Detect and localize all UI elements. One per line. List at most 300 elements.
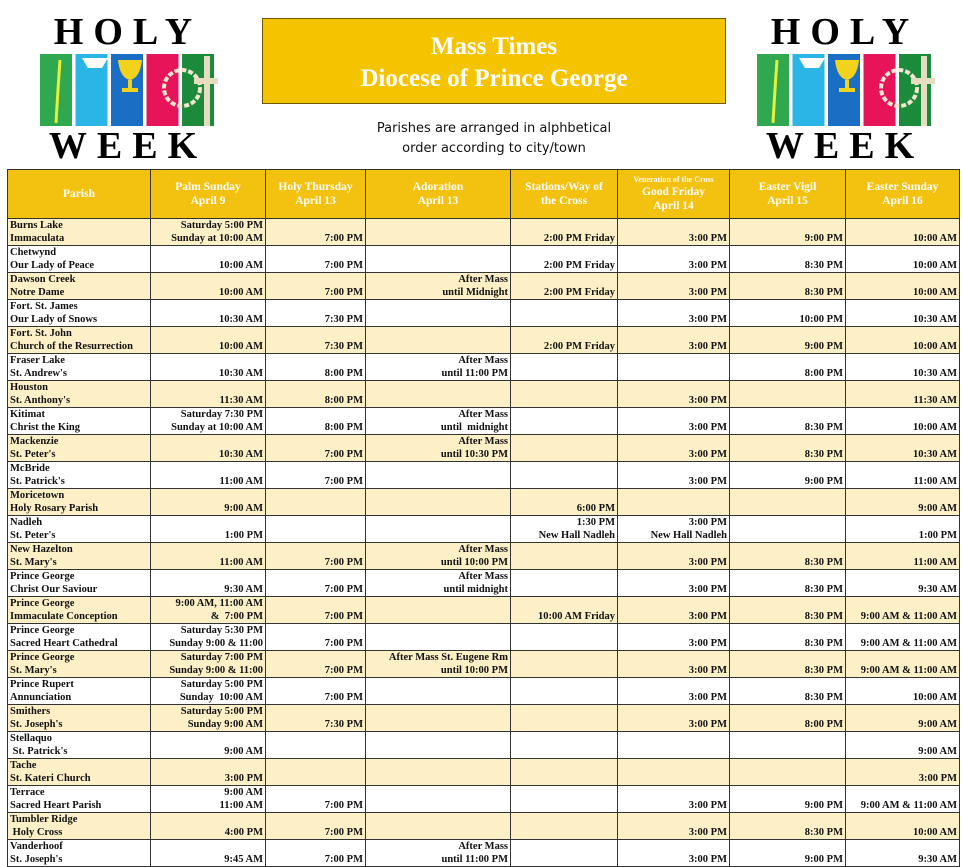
time-cell [366,435,511,462]
time-line: After Mass St. Eugene Rm [388,652,508,663]
time-cell [366,219,511,246]
time-cell [151,543,266,570]
parish-cell [8,813,151,840]
column-header [511,170,618,219]
time-cell [846,246,960,273]
time-cell [151,354,266,381]
table-row [8,327,960,354]
time-cell [846,813,960,840]
time-cell [618,246,730,273]
time-line [368,381,508,394]
time-line [368,610,508,623]
time-line: 3:00 PM [688,719,727,730]
table-row [8,273,960,300]
time-line [732,394,843,407]
time-line [368,489,508,502]
parish-parish: Sacred Heart Cathedral [10,638,118,649]
time-cell [366,381,511,408]
time-cell [511,435,618,462]
time-cell [266,408,366,435]
time-line [513,840,615,853]
parish-parish: St. Andrew's [10,368,67,379]
column-header-line2: the Cross [540,195,588,207]
time-cell [846,354,960,381]
time-line: 8:30 PM [804,665,843,676]
time-cell [846,435,960,462]
time-line: After Mass [458,841,508,852]
time-line: 10:00 AM [912,692,957,703]
time-line: 3:00 PM [688,233,727,244]
time-line [268,462,363,475]
time-cell [266,759,366,786]
time-cell [730,300,846,327]
time-line: 8:00 PM [324,395,363,406]
time-line [620,772,727,785]
time-cell [730,246,846,273]
time-cell [151,705,266,732]
parish-city: Stellaquo [10,733,53,744]
time-line: 8:30 PM [804,449,843,460]
parish-city: Prince George [10,625,75,636]
table-row [8,516,960,543]
time-line [848,381,957,394]
parish-cell [8,651,151,678]
time-cell [151,813,266,840]
time-cell [266,219,366,246]
time-line: 2:00 PM Friday [543,260,615,271]
time-line [513,705,615,718]
time-cell [511,300,618,327]
time-line: until 10:30 PM [440,449,508,460]
time-line: 8:30 PM [804,638,843,649]
time-cell [266,570,366,597]
column-header-line1: Easter Vigil [758,181,817,193]
time-line [268,543,363,556]
time-line: 9:00 PM [804,800,843,811]
time-line [513,718,615,731]
parish-cell [8,408,151,435]
time-line [732,705,843,718]
time-line: 9:00 AM [224,503,263,514]
time-line: 9:00 AM & 11:00 AM [860,611,957,622]
parish-city: Terrace [10,787,45,798]
column-header [8,170,151,219]
time-line: 10:00 PM [799,314,843,325]
column-header-line2: April 9 [190,195,226,207]
time-line [620,367,727,380]
time-line [513,597,615,610]
time-line: 10:30 AM [912,314,957,325]
time-cell [618,840,730,867]
time-line [153,759,263,772]
time-cell [266,813,366,840]
time-line [368,786,508,799]
time-cell [366,327,511,354]
time-cell [151,462,266,489]
parish-city: Burns Lake [10,220,63,231]
time-line: 8:00 PM [324,368,363,379]
time-line: 3:00 PM [688,476,727,487]
parish-parish: Sacred Heart Parish [10,800,102,811]
time-cell [151,219,266,246]
time-line [848,732,957,745]
time-line [268,516,363,529]
time-line [513,556,615,569]
time-line: 10:30 AM [912,368,957,379]
time-line: 7:00 PM [324,827,363,838]
time-line [620,570,727,583]
time-line [848,597,957,610]
time-line [268,759,363,772]
time-cell [266,597,366,624]
time-line [620,502,727,515]
time-line [848,489,957,502]
time-line [513,786,615,799]
time-cell [266,840,366,867]
time-line: 3:00 PM [688,827,727,838]
time-cell [618,651,730,678]
time-line: 10:00 AM [912,341,957,352]
time-line [848,543,957,556]
time-line [513,381,615,394]
time-line: until 11:00 PM [441,368,508,379]
time-line [848,462,957,475]
time-cell [511,624,618,651]
time-line: 7:00 PM [324,557,363,568]
time-line [848,354,957,367]
table-row [8,840,960,867]
time-cell [730,597,846,624]
time-cell [511,381,618,408]
time-line [620,651,727,664]
time-line [153,273,263,286]
time-cell [266,516,366,543]
time-cell [846,408,960,435]
time-line [513,813,615,826]
time-cell [511,732,618,759]
time-cell [618,597,730,624]
logo-word-bottom: WEEK [48,125,208,163]
time-line [368,529,508,542]
time-line: 3:00 PM [688,584,727,595]
table-row [8,354,960,381]
parish-parish: St. Peter's [10,530,56,541]
column-header-line2: April 15 [767,195,808,207]
time-line: 1:00 PM [224,530,263,541]
time-cell [266,381,366,408]
time-cell [366,624,511,651]
time-line [368,826,508,839]
time-line [848,651,957,664]
time-line [268,529,363,542]
subtitle [262,119,726,159]
time-line: until 11:00 PM [441,854,508,865]
time-line [732,381,843,394]
time-cell [730,327,846,354]
time-cell [511,489,618,516]
time-line [848,327,957,340]
time-line [268,705,363,718]
time-cell [366,705,511,732]
time-cell [151,516,266,543]
time-line: 9:30 AM [918,854,957,865]
time-line: 10:30 AM [218,449,263,460]
time-line [368,475,508,488]
time-line [513,651,615,664]
time-line: 7:30 PM [324,341,363,352]
time-line [732,246,843,259]
time-line: 3:00 PM [688,395,727,406]
time-cell [730,381,846,408]
time-line [368,718,508,731]
time-cell [730,219,846,246]
time-line: 10:00 AM [218,341,263,352]
title-line-1: Mass Times [430,33,558,60]
time-line: 7:00 PM [324,260,363,271]
parish-parish: Annunciation [10,692,72,703]
parish-cell [8,219,151,246]
time-cell [366,462,511,489]
time-line [732,651,843,664]
parish-city: Fraser Lake [10,355,65,366]
time-line: 10:00 AM [912,233,957,244]
time-line [368,624,508,637]
parish-cell [8,246,151,273]
time-line: 11:00 AM [219,557,263,568]
time-cell [730,516,846,543]
time-cell [846,489,960,516]
time-line: 3:00 PM [688,665,727,676]
time-cell [266,651,366,678]
time-cell [151,435,266,462]
time-line [732,745,843,758]
time-line [848,624,957,637]
table-row [8,678,960,705]
time-line [368,516,508,529]
time-line [513,664,615,677]
time-line [368,327,508,340]
parish-cell [8,489,151,516]
time-line [620,489,727,502]
time-line [732,516,843,529]
time-line: 7:00 PM [324,800,363,811]
time-line [268,327,363,340]
time-cell [266,354,366,381]
time-line [268,745,363,758]
time-line [268,597,363,610]
time-cell [366,408,511,435]
time-cell [618,732,730,759]
parish-cell [8,624,151,651]
time-line [268,772,363,785]
parish-parish: St. Anthony's [10,395,71,406]
time-cell [618,786,730,813]
time-cell [618,705,730,732]
time-cell [266,462,366,489]
time-line [732,529,843,542]
time-line: 11:00 AM [913,476,957,487]
time-line: 8:30 PM [804,611,843,622]
column-header [366,170,511,219]
time-line: 7:30 PM [324,314,363,325]
time-line [268,840,363,853]
time-line: After Mass [458,274,508,285]
parish-city: Prince George [10,571,75,582]
column-header-line1: Palm Sunday [175,181,241,193]
time-line: 9:30 AM [918,584,957,595]
table-row [8,462,960,489]
column-header-line1: Holy Thursday [278,181,353,193]
time-line [153,300,263,313]
time-line: 4:00 PM [224,827,263,838]
time-line [368,759,508,772]
time-cell [151,651,266,678]
time-line [368,502,508,515]
time-line: 6:00 PM [576,503,615,514]
column-header-line1: Good Friday [642,186,705,198]
time-line [620,678,727,691]
time-line [848,570,957,583]
time-cell [511,840,618,867]
time-line: 10:30 AM [912,449,957,460]
column-header [266,170,366,219]
time-line: 8:30 PM [804,260,843,271]
time-line [368,732,508,745]
time-cell [366,489,511,516]
table-row [8,732,960,759]
parish-parish: Immaculate Conception [10,611,118,622]
time-line [848,813,957,826]
time-line: 3:00 PM [688,287,727,298]
parish-parish: St. Joseph's [10,719,63,730]
time-line: 10:00 AM [218,260,263,271]
time-line [732,813,843,826]
time-line [368,313,508,326]
time-line [732,624,843,637]
time-line [368,340,508,353]
parish-city: Mackenzie [10,436,59,447]
time-line: Sunday 9:00 AM [187,719,263,730]
time-cell [151,381,266,408]
time-line: 9:00 PM [804,854,843,865]
time-line [153,435,263,448]
time-cell [730,273,846,300]
time-line: 3:00 PM [688,517,727,528]
time-cell [730,759,846,786]
time-line: 9:00 PM [804,476,843,487]
time-line: 1:00 PM [918,530,957,541]
time-line: 7:00 PM [324,476,363,487]
time-cell [730,408,846,435]
table-row [8,705,960,732]
parish-city: New Hazelton [10,544,73,555]
time-line [153,246,263,259]
time-line [513,772,615,785]
time-line: 3:00 PM [688,557,727,568]
parish-cell [8,543,151,570]
time-line [732,300,843,313]
time-line [732,219,843,232]
parish-cell [8,327,151,354]
time-line [513,489,615,502]
time-cell [618,354,730,381]
time-line: Saturday 7:00 PM [180,652,263,663]
time-cell [511,651,618,678]
time-line [848,408,957,421]
time-cell [618,489,730,516]
time-line [513,462,615,475]
time-line [848,516,957,529]
time-line: 9:00 AM, 11:00 AM [175,598,263,609]
time-line [153,732,263,745]
table-row [8,219,960,246]
table-row [8,381,960,408]
time-line [732,462,843,475]
time-line [368,705,508,718]
time-line: 3:00 PM [224,773,263,784]
time-line: 11:30 AM [913,395,957,406]
holy-week-logo-right [755,8,935,163]
parish-city: Prince Rupert [10,679,74,690]
time-line: 7:00 PM [324,854,363,865]
column-header-line1: Easter Sunday [866,181,939,193]
parish-parish: Christ the King [10,422,81,433]
time-line: 8:00 PM [804,719,843,730]
time-cell [266,624,366,651]
time-line [848,840,957,853]
time-line [848,678,957,691]
time-line [620,597,727,610]
subtitle-line-2: order according to city/town [402,141,586,156]
time-cell [266,678,366,705]
time-line [848,300,957,313]
time-line [268,732,363,745]
time-cell [730,840,846,867]
time-line: 7:00 PM [324,449,363,460]
time-line [513,624,615,637]
time-cell [846,219,960,246]
time-line [268,354,363,367]
time-cell [730,489,846,516]
table-row [8,246,960,273]
time-cell [618,624,730,651]
time-line [368,745,508,758]
column-header-line1: Parish [63,188,95,200]
time-line [620,705,727,718]
time-cell [511,219,618,246]
time-line [732,786,843,799]
parish-city: Dawson Creek [10,274,76,285]
time-cell [366,246,511,273]
time-line [268,651,363,664]
time-cell [511,516,618,543]
time-line: 9:30 AM [224,584,263,595]
parish-cell [8,435,151,462]
time-line: 3:00 PM [688,854,727,865]
time-cell [730,786,846,813]
parish-city: Tumbler Ridge [10,814,78,825]
time-cell [151,840,266,867]
time-line: until Midnight [442,287,508,298]
time-cell [846,327,960,354]
time-line [153,354,263,367]
time-cell [266,300,366,327]
table-row [8,786,960,813]
title-line-2: Diocese of Prince George [360,65,628,92]
time-line [153,570,263,583]
time-line: 9:00 PM [804,233,843,244]
time-line: 3:00 PM [918,773,957,784]
